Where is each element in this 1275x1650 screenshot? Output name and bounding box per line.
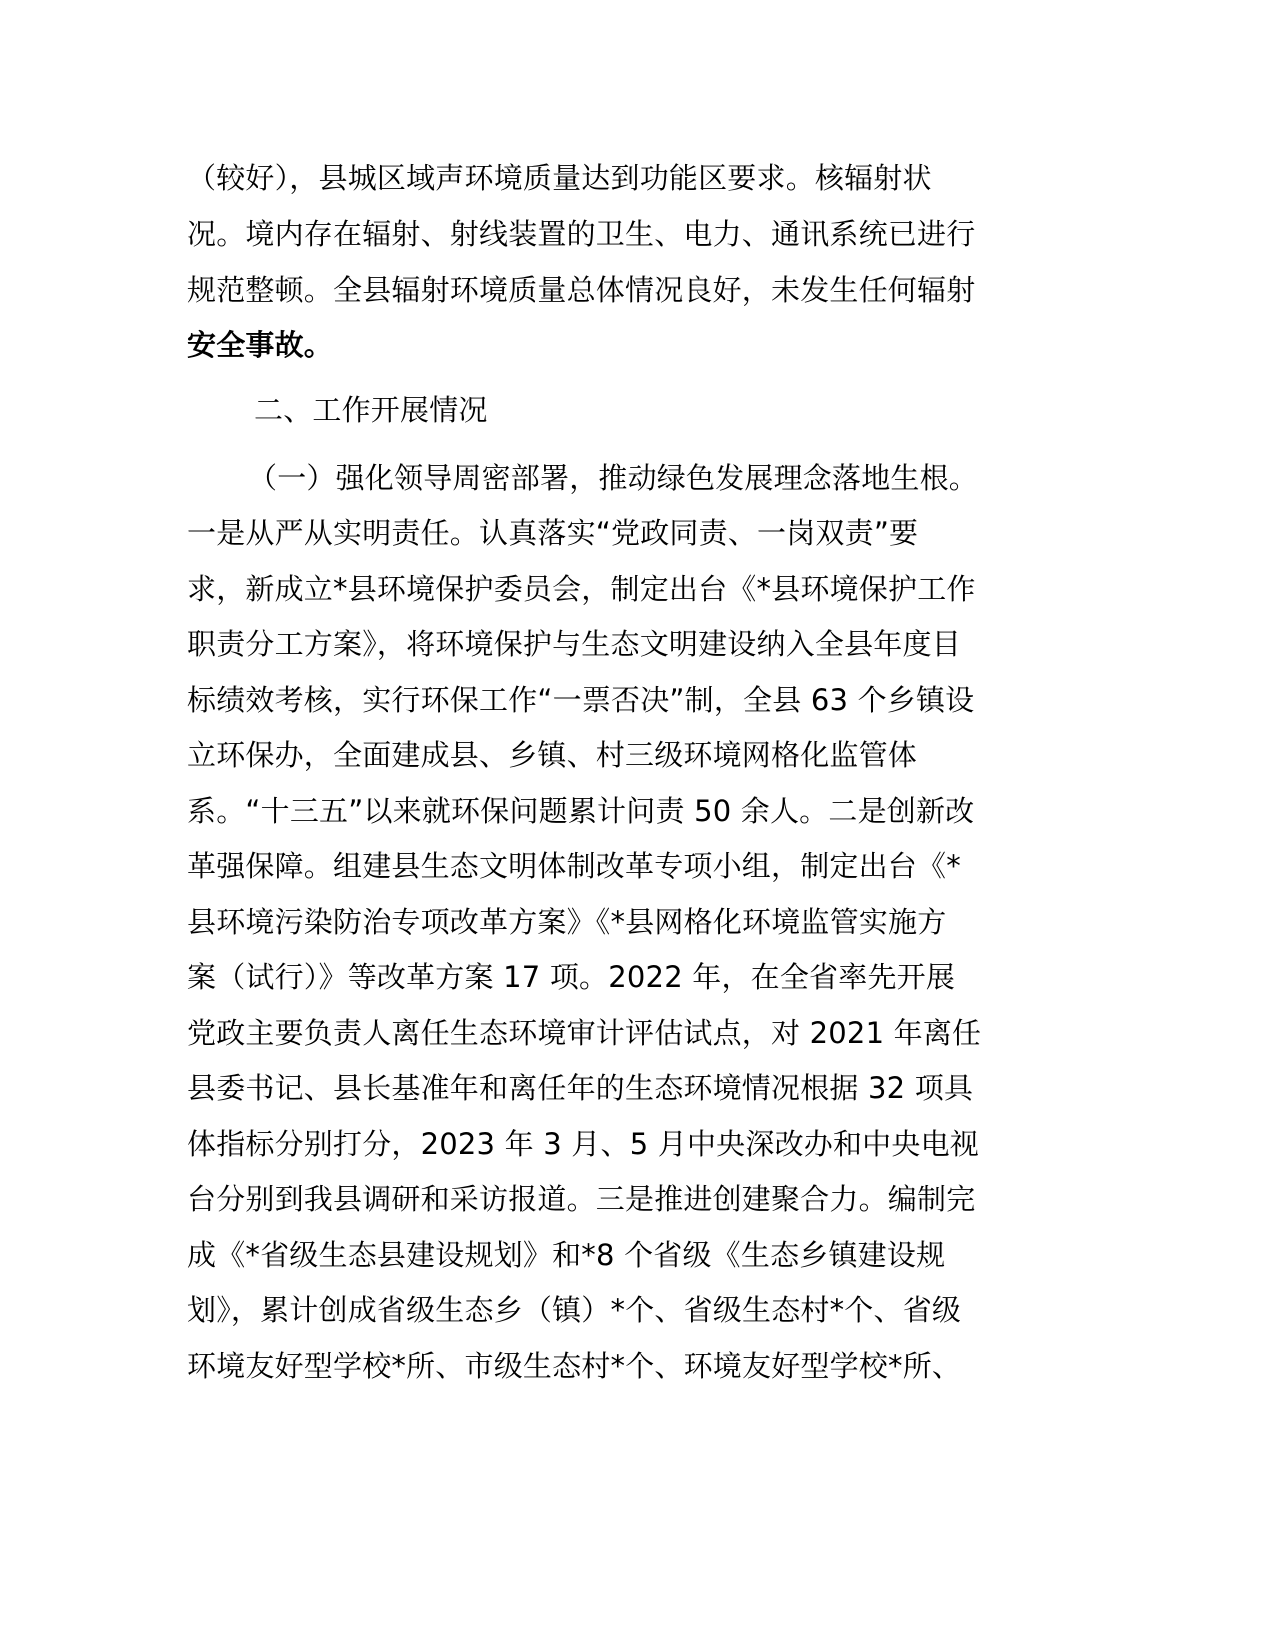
paragraph-line: 县委书记、县长基准年和离任年的生态环境情况根据 32 项具	[187, 1071, 974, 1105]
paragraph-line: 求，新成立*县环境保护委员会，制定出台《*县环境保护工作	[187, 572, 976, 606]
paragraph-line: 划》，累计创成省级生态乡（镇）*个、省级生态村*个、省级	[187, 1293, 962, 1327]
paragraph-line: 体指标分别打分，2023 年 3 月、5 月中央深改办和中央电视	[187, 1127, 979, 1161]
paragraph-line: 案（试行）》等改革方案 17 项。2022 年，在全省率先开展	[187, 960, 956, 994]
subsection-heading: （一）强化领导周密部署，推动绿色发展理念落地生根。	[248, 461, 979, 495]
paragraph-line: 一是从严从实明责任。认真落实“党政同责、一岗双责”要	[187, 516, 919, 550]
paragraph-line: 党政主要负责人离任生态环境审计评估试点，对 2021 年离任	[187, 1016, 982, 1050]
paragraph-line: 系。“十三五”以来就环保问题累计问责 50 余人。二是创新改	[187, 794, 975, 828]
section-heading: 二、工作开展情况	[254, 393, 488, 427]
paragraph-line: 职责分工方案》，将环境保护与生态文明建设纳入全县年度目	[187, 627, 961, 661]
paragraph-line: 环境友好型学校*所、市级生态村*个、环境友好型学校*所、	[187, 1349, 962, 1383]
paragraph-line: 况。境内存在辐射、射线装置的卫生、电力、通讯系统已进行	[187, 217, 976, 251]
paragraph-line: 革强保障。组建县生态文明体制改革专项小组，制定出台《*	[187, 849, 961, 883]
paragraph-line: 标绩效考核，实行环保工作“一票否决”制，全县 63 个乡镇设	[187, 683, 975, 717]
paragraph-line: 台分别到我县调研和采访报道。三是推进创建聚合力。编制完	[187, 1182, 976, 1216]
paragraph-line: 立环保办，全面建成县、乡镇、村三级环境网格化监管体	[187, 738, 918, 772]
paragraph-line: 成《*省级生态县建设规划》和*8 个省级《生态乡镇建设规	[187, 1238, 946, 1272]
paragraph-line: （较好），县城区域声环境质量达到功能区要求。核辐射状	[187, 161, 932, 195]
paragraph-line: 安全事故。	[187, 328, 334, 362]
paragraph-line: 县环境污染防治专项改革方案》《*县网格化环境监管实施方	[187, 905, 947, 939]
paragraph-line: 规范整顿。全县辐射环境质量总体情况良好，未发生任何辐射	[187, 273, 976, 307]
